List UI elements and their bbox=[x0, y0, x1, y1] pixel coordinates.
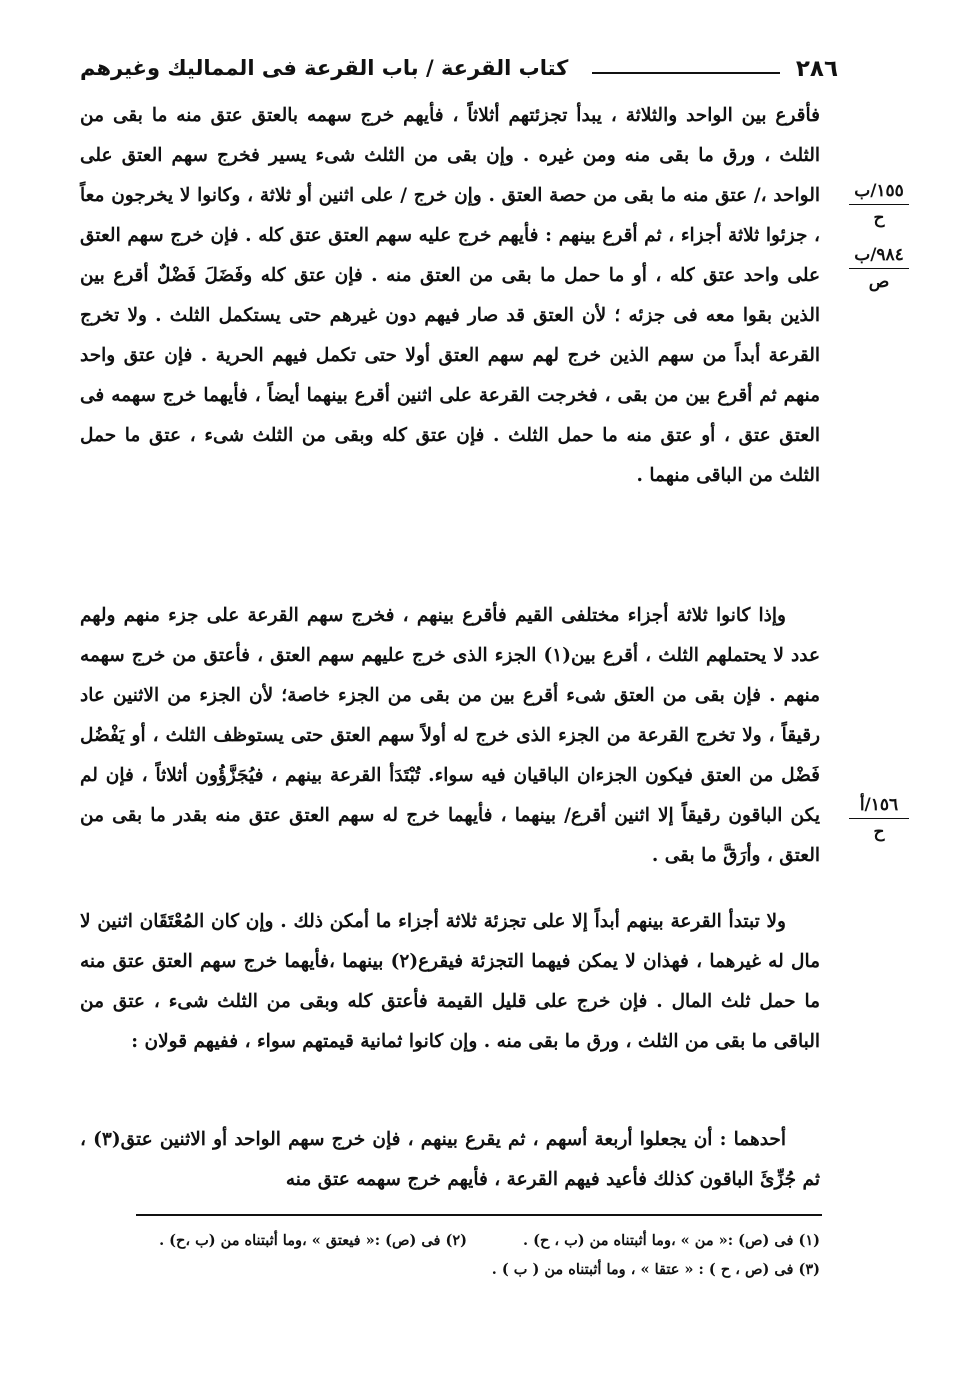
margin-note-label: ٩٨٤/ب bbox=[854, 245, 904, 265]
paragraph: أحدهما : أن يجعلوا أربعة أسهم ، ثم يقرع بينهم ، فإن خرج سهم الواحد أو الاثنين عتق(٣) ، ثم جُزِّئَ الباقون كذلك فأعيد فيهم القرعة ، فأيهم خرج سهمه عتق منه bbox=[80, 1129, 820, 1190]
paragraph: وإذا كانوا ثلاثة أجزاء مختلفى القيم فأقرع بينهم ، فخرج سهم القرعة على جزء منهم ولهم عدد لا يحتملهم الثلث ، أقرع بين(١) الجزء الذى خرج عليهم سهم العتق ، فأعتق من خرج سهمه منهم . فإن بقى من العتق شىء أقرع بين من بقى من الجزء خاصة؛ لأن الجزء من الاثنين عاد رقيقاً ، ولا تخرج القرعة من الجزء الذى خرج له أولاً سهم العتق حتى يستوظف الثلث ، أو يَفْضُل فَضْل من العتق فيكون الجزءان الباقيان فيه سواء. تُبْتَدَأ القرعة بينهم ، فيُجَزَّؤُون أثلاثاً ، فإن لم يكن الباقون رقيقاً إلا اثنين أقرع/ بينهما ، فأيهما خرج له سهم العتق عتق منه بقدر ما بقى من العتق ، وأرَقَّ ما بقى . bbox=[80, 605, 821, 866]
margin-note-label: ح bbox=[873, 822, 885, 842]
page-header bbox=[80, 56, 838, 86]
paragraph: فأقرع بين الواحد والثلاثة ، يبدأ تجزئتهم أثلاثاً ، فأيهم خرج سهمه بالعتق عتق منه ما بقى من الثلث ، ورق ما بقى منه ومن غيره . وإن بقى من الثلث شىء يسير فخرج سهم العتق على الواحد ،/ عتق منه ما بقى من حصة العتق . وإن خرج / على اثنين أو ثلاثة ، وكانوا لا يخرجون معاً ، جزئوا ثلاثة أجزاء ، ثم أقرع بينهم : فأيهم خرج عليه سهم العتق عتق كله . فإن خرج سهم العتق على واحد عتق كله ، أو ما حمل ما بقى من العتق منه . فإن عتق كله وفَضَلَ فَضْلٌ أقرع بين الذين بقوا معه فى جزئه ؛ لأن العتق قد صار فيهم دون غيرهم حتى يستكمل الثلث . ولا تخرج القرعة أبداً من سهم الذين خرج لهم سهم العتق أولا حتى تكمل فيهم الحرية . فإن عتق واحد منهم ثم أقرع بين من بقى ، فخرجت القرعة على اثنين أقرع بينهما أيضاً ، فأيهما خرج سهمه فى العتق عتق ، أو عتق منه ما حمل الثلث . فإن عتق كله وبقى من الثلث شىء ، عتق ما حمل الثلث من الباقى منهما . bbox=[80, 105, 820, 486]
margin-note-label: ص bbox=[868, 272, 890, 292]
margin-note-folio-155b bbox=[838, 180, 920, 229]
footnote-3: (٣) فى (ص ، ح ) : « عتقا » ، وما أثبتناه من ( ب ) . bbox=[491, 1261, 820, 1278]
paragraph: ولا تبتدأ القرعة بينهم أبداً إلا على تجزئة ثلاثة أجزاء ما أمكن ذلك . وإن كان المُعْتَقَان اثنين لا مال له غيرهما ، فهذان لا يمكن فيهما التجزئة فيقرع(٢) بينهما ،فأيهما خرج سهم العتق عتق منه ما حمل ثلث المال . فإن خرج على قليل القيمة فأعتق كله وبقى من الثلث شىء ، عتق من الباقى ما بقى من الثلث ، ورق ما بقى منه . وإن كانوا ثمانية قيمتهم سواء ، ففيهم قولان : bbox=[80, 911, 820, 1052]
running-title: كتاب القرعة / باب القرعة فى المماليك وغيرهم bbox=[80, 56, 569, 80]
header-rule bbox=[592, 72, 780, 74]
footnote-line bbox=[80, 1255, 820, 1284]
margin-note-label: ح bbox=[873, 208, 885, 228]
page-number: ٢٨٦ bbox=[795, 56, 838, 82]
footnote-1: (١) فى (ص) :« من » ،وما أثبتناه من (ب ، ح) . bbox=[523, 1232, 820, 1249]
margin-note-divider bbox=[849, 818, 909, 819]
margin-note-divider bbox=[849, 268, 909, 269]
footnotes bbox=[80, 1226, 820, 1284]
margin-note-label: ١٥٥/ب bbox=[854, 181, 904, 201]
margin-note-folio-156a bbox=[838, 794, 920, 843]
footnote-line bbox=[80, 1226, 820, 1255]
margin-note-folio-984b bbox=[838, 244, 920, 293]
margin-note-divider bbox=[849, 204, 909, 205]
margin-note-label: ١٥٦/أ bbox=[859, 795, 899, 815]
footnote-2: (٢) فى (ص) :« فيعتق » ،وما أثبتناه من (ب ،ح) . bbox=[159, 1232, 467, 1249]
main-text bbox=[80, 96, 820, 1204]
footnote-rule bbox=[136, 1214, 822, 1216]
